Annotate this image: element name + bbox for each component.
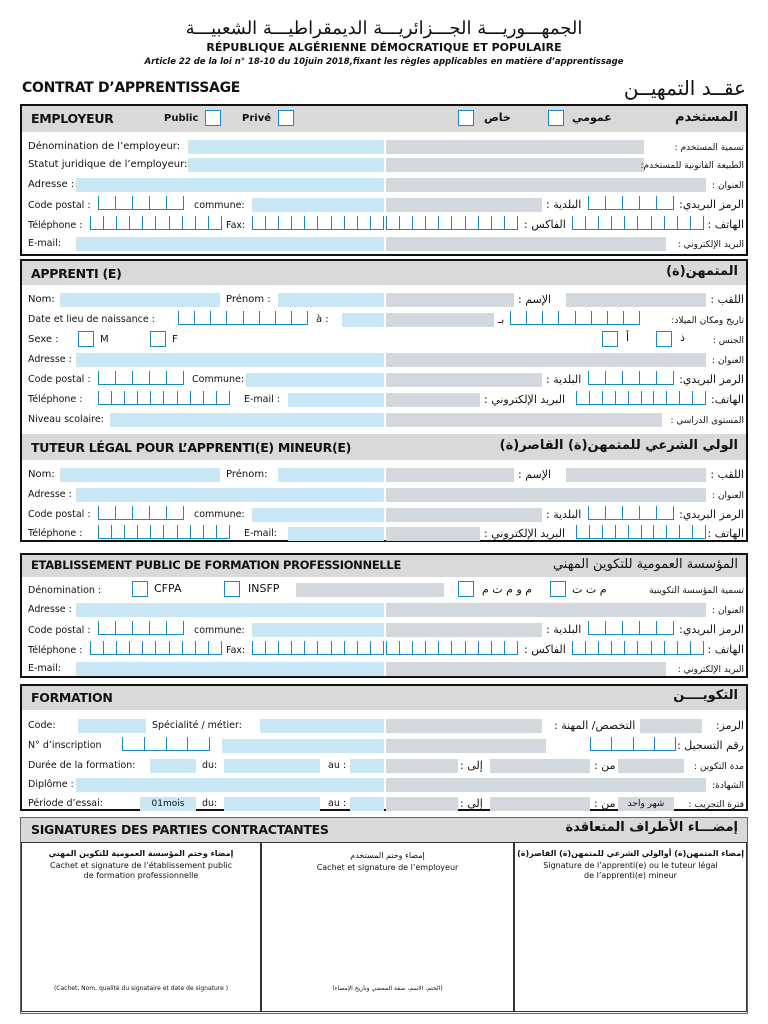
tut-email-field[interactable]: [288, 527, 384, 541]
etab-email-field[interactable]: [76, 662, 384, 676]
etab-email-ar-field[interactable]: [386, 662, 666, 676]
tut-email-label: E-mail:: [244, 528, 277, 539]
form-min-field[interactable]: [490, 759, 590, 773]
app-sexe-f-checkbox[interactable]: [150, 331, 166, 347]
form-du-field[interactable]: [224, 759, 320, 773]
app-email-field[interactable]: [288, 393, 384, 407]
app-a-label: à :: [316, 314, 329, 325]
emp-ramz-boxes[interactable]: [588, 196, 674, 210]
app-niveau-label: Niveau scolaire:: [28, 414, 104, 425]
tut-email-ar-field[interactable]: [386, 527, 480, 541]
app-niveau-ar-label: المستوى الدراسي :: [670, 416, 744, 426]
sig-col2-fr: Cachet et signature de l’employeur: [316, 863, 459, 872]
app-dhakar-label: ذ: [680, 331, 685, 344]
tut-commune-field[interactable]: [252, 508, 384, 522]
insfp-label: INSFP: [248, 582, 280, 595]
app-milad-boxes[interactable]: [510, 311, 640, 325]
form-essai-field[interactable]: 01mois: [140, 797, 196, 811]
app-commune-label: Commune:: [192, 374, 245, 385]
emp-commune-label: commune:: [194, 200, 245, 211]
khas-label: خاص: [484, 111, 511, 124]
form-au2-label: au :: [328, 798, 347, 809]
form-du2-label: du:: [202, 798, 218, 809]
app-hatif-label: الهاتف:: [711, 393, 744, 406]
form-inscription-label: N° d’inscription: [28, 740, 102, 751]
aumumi-checkbox[interactable]: [548, 110, 564, 126]
app-commune-field[interactable]: [246, 373, 384, 387]
etab-denom-label: Dénomination :: [28, 585, 102, 596]
tut-ramz-label: الرمز البريدي:: [679, 508, 744, 521]
etab-adresse-field[interactable]: [76, 603, 384, 617]
app-prenom-field[interactable]: [278, 293, 384, 307]
tut-commune-label: commune:: [194, 509, 245, 520]
emp-email-field[interactable]: [76, 237, 384, 251]
emp-adresse-label: Adresse :: [28, 179, 75, 190]
etab-cp-label: Code postal :: [28, 625, 91, 636]
form-diplome-ar-label: الشهادة:: [712, 781, 744, 791]
etab-title-fr: ETABLISSEMENT PUBLIC DE FORMATION PROFESSIONNELLE: [31, 558, 402, 572]
form-du-label: du:: [202, 760, 218, 771]
prive-checkbox[interactable]: [278, 110, 294, 126]
header-article: Article 22 de la loi n° 18-10 du 10juin 2018,fixant les règles applicables en matière d’apprentissage: [144, 57, 624, 67]
etab-fax-boxes[interactable]: [252, 641, 384, 655]
form-au2-field[interactable]: [350, 797, 384, 811]
tut-adresse-label: Adresse :: [28, 489, 72, 500]
band-employeur: [22, 106, 746, 132]
form-min2-label: من :: [594, 797, 616, 810]
etab-fax-ar-label: الفاكس :: [524, 643, 566, 656]
emp-hatif-boxes[interactable]: [572, 216, 704, 230]
etab-email-label: E-mail:: [28, 663, 61, 674]
app-laqab-label: اللقب :: [710, 293, 744, 306]
band-formation: [22, 686, 746, 710]
emp-email-label: E-mail:: [28, 238, 61, 249]
app-nom-label: Nom:: [28, 294, 55, 305]
emp-statut-ar-label: الطبيعة القانونية للمستخدم:: [640, 161, 744, 171]
app-nom-field[interactable]: [60, 293, 220, 307]
app-cp-boxes[interactable]: [98, 371, 184, 385]
form-au-field[interactable]: [350, 759, 384, 773]
etab-ramz-label: الرمز البريدي:: [679, 623, 744, 636]
app-prenom-label: Prénom :: [226, 294, 271, 305]
public-label: Public: [164, 113, 199, 124]
tut-nom-field[interactable]: [60, 468, 220, 482]
public-checkbox[interactable]: [205, 110, 221, 126]
tut-baladia-label: البلدية :: [546, 508, 582, 521]
app-tel-boxes[interactable]: [98, 391, 230, 405]
app-ism-field[interactable]: [386, 293, 514, 307]
emp-statut-ar-field[interactable]: [386, 158, 644, 172]
emp-adresse-ar-field[interactable]: [386, 178, 706, 192]
etab-adresse-ar-label: العنوان :: [712, 606, 744, 616]
emp-adresse-field[interactable]: [76, 178, 384, 192]
band-apprenti: [22, 261, 746, 285]
doc-title-ar: عقــد التمهيــن: [623, 76, 746, 100]
app-dhakar-checkbox[interactable]: [656, 331, 672, 347]
tut-hatif-label: الهاتف :: [707, 527, 744, 540]
aumumi-label: عمومي: [572, 111, 612, 124]
form-inscription-field[interactable]: [222, 739, 384, 753]
app-email-ar-label: البريد الإلكتروني :: [484, 393, 566, 406]
app-adresse-field[interactable]: [76, 353, 384, 367]
app-ramz-boxes[interactable]: [588, 371, 674, 385]
emp-adresse-ar-label: العنوان :: [712, 181, 744, 191]
etab-fax-ar-boxes[interactable]: [386, 641, 518, 655]
etab-hatif-label: الهاتف :: [707, 643, 744, 656]
app-adresse-ar-field[interactable]: [386, 353, 706, 367]
sig-title-ar: إمضـــاء الأطراف المتعاقدة: [565, 820, 738, 835]
app-sexe-label: Sexe :: [28, 334, 59, 345]
etab-fax-label: Fax:: [226, 645, 246, 656]
form-essai-ar-label: فترة التجريب :: [688, 800, 744, 810]
etab-denom-field[interactable]: [296, 583, 444, 597]
emp-tel-label: Téléphone :: [28, 220, 83, 231]
emp-commune-field[interactable]: [252, 198, 384, 212]
form-takhassus-field[interactable]: [386, 719, 542, 733]
tut-nom-label: Nom:: [28, 469, 55, 480]
sig-col1-ar: إمضاء وختم المؤسسة العمومية للتكوين المهني: [48, 849, 234, 858]
app-sexe-m-label: M: [100, 334, 109, 345]
insfp-checkbox[interactable]: [224, 581, 240, 597]
form-diplome-field[interactable]: [76, 778, 384, 792]
form-du2-field[interactable]: [224, 797, 320, 811]
app-untha-checkbox[interactable]: [602, 331, 618, 347]
app-untha-label: أ: [626, 331, 630, 344]
emp-hatif-label: الهاتف :: [707, 218, 744, 231]
header-fr-title: RÉPUBLIQUE ALGÉRIENNE DÉMOCRATIQUE ET POPULAIRE: [206, 41, 562, 54]
app-naissance-ar-label: تاريخ ومكان الميلاد:: [671, 316, 744, 326]
form-tasjil-boxes[interactable]: [590, 737, 676, 751]
tut-email-ar-label: البريد الإلكتروني :: [484, 527, 566, 540]
form-mudda-field[interactable]: [618, 759, 684, 773]
employeur-title-fr: EMPLOYEUR: [31, 111, 114, 126]
emp-denomination-ar-field[interactable]: [386, 140, 644, 154]
sig-title-fr: SIGNATURES DES PARTIES CONTRACTANTES: [31, 822, 329, 837]
form-code-field[interactable]: [78, 719, 146, 733]
app-sexe-f-label: F: [172, 334, 178, 345]
app-adresse-ar-label: العنوان :: [712, 356, 744, 366]
tut-laqab-label: اللقب :: [710, 468, 744, 481]
app-niveau-ar-field[interactable]: [386, 413, 662, 427]
etab-commune-field[interactable]: [252, 623, 384, 637]
app-bi-label: بـ: [498, 313, 505, 326]
cfpa-label: CFPA: [154, 582, 182, 595]
header-ar-title: الجمهـــوريـــة الجـــزائريـــة الديمقراطيـــة الشعبيـــة: [185, 18, 583, 39]
form-ramz-label: الرمز:: [715, 719, 744, 732]
tut-hatif-boxes[interactable]: [576, 525, 706, 539]
etab-adresse-ar-field[interactable]: [386, 603, 706, 617]
etab-tel-boxes[interactable]: [90, 641, 222, 655]
app-baladia-field[interactable]: [386, 373, 542, 387]
form-au-label: au :: [328, 760, 347, 771]
form-takhassus-label: التخصص/ المهنة :: [554, 719, 636, 732]
apprenti-title-ar: المتمهن(ة): [666, 264, 738, 279]
form-inscription-ar-field[interactable]: [386, 739, 546, 753]
app-jins-label: الجنس :: [712, 336, 744, 346]
emp-fax-label: Fax:: [226, 220, 246, 231]
emp-denomination-field[interactable]: [188, 140, 384, 154]
sig-note-ar: (الختم، الاسم، صفة الممضي وتاريخ الإمضاء): [332, 985, 443, 992]
app-cp-label: Code postal :: [28, 374, 91, 385]
form-specialite-field[interactable]: [260, 719, 384, 733]
tut-ism-label: الإسم :: [518, 468, 552, 481]
sig-col1-fr2: de formation professionnelle: [83, 871, 199, 880]
sig-col3-ar: إمضاء المتمهن(ة) أوالولي الشرعي للمتمهن(ة) القاصر(ة): [517, 849, 744, 858]
form-ila2-label: إلى :: [460, 797, 483, 810]
sig-col3-fr1: Signature de l’apprenti(e) ou le tuteur légal: [543, 861, 718, 870]
cfpa-checkbox[interactable]: [132, 581, 148, 597]
form-min-label: من :: [594, 759, 616, 772]
tut-cp-boxes[interactable]: [98, 506, 184, 520]
etab-baladia-label: البلدية :: [546, 623, 582, 636]
sig-col-apprenti[interactable]: [514, 842, 747, 1012]
formation-title-fr: FORMATION: [31, 690, 113, 705]
app-ism-label: الإسم :: [518, 293, 552, 306]
emp-statut-label: Statut juridique de l’employeur:: [28, 159, 188, 170]
form-ramz-field[interactable]: [640, 719, 702, 733]
form-mudda-label: مدة التكوين :: [694, 762, 744, 772]
form-ila2-field[interactable]: [386, 797, 458, 811]
form-inscription-ar-label: رقم التسجيل :: [677, 739, 744, 752]
app-naissance-boxes[interactable]: [178, 311, 308, 325]
form-diplome-ar-field[interactable]: [386, 778, 706, 792]
tut-laqab-field[interactable]: [566, 468, 706, 482]
emp-statut-field[interactable]: [188, 158, 384, 172]
etab-baladia-field[interactable]: [386, 623, 542, 637]
tut-cp-label: Code postal :: [28, 509, 91, 520]
mwmtm-checkbox[interactable]: [458, 581, 474, 597]
form-duree-label: Durée de la formation:: [28, 760, 136, 771]
app-bi-field[interactable]: [386, 313, 494, 327]
emp-cp-boxes[interactable]: [98, 196, 184, 210]
etab-tel-label: Téléphone :: [28, 645, 83, 656]
form-diplome-label: Diplôme :: [28, 779, 74, 790]
emp-fax-ar-boxes[interactable]: [386, 216, 518, 230]
tut-ramz-boxes[interactable]: [588, 506, 674, 520]
tut-ism-field[interactable]: [386, 468, 514, 482]
emp-fax-boxes[interactable]: [252, 216, 384, 230]
sig-col1-fr1: Cachet et signature de l’établissement public: [50, 861, 232, 870]
app-niveau-field[interactable]: [110, 413, 384, 427]
sig-col-etablissement[interactable]: [21, 842, 261, 1012]
sig-col3-fr2: de l’apprenti(e) mineur: [584, 871, 677, 880]
app-tel-label: Téléphone :: [28, 394, 83, 405]
form-ila-label: إلى :: [460, 759, 483, 772]
etab-email-ar-label: البريد الإلكتروني :: [677, 665, 744, 675]
app-ramz-label: الرمز البريدي:: [679, 373, 744, 386]
sig-col-employeur[interactable]: [261, 842, 514, 1012]
app-baladia-label: البلدية :: [546, 373, 582, 386]
tuteur-title-fr: TUTEUR LÉGAL POUR L’APPRENTI(E) MINEUR(E): [31, 440, 352, 455]
sig-note-fr: (Cachet, Nom, qualité du signataire et date de signature ): [53, 985, 229, 992]
tuteur-title-ar: الولي الشرعي للمتمهن(ة) القاصر(ة): [499, 438, 738, 453]
etab-hatif-boxes[interactable]: [572, 641, 704, 655]
mwmtm-label: م و م ت م: [482, 583, 533, 596]
etab-commune-label: commune:: [194, 625, 245, 636]
app-laqab-field[interactable]: [566, 293, 706, 307]
tut-prenom-field[interactable]: [278, 468, 384, 482]
tut-adresse-field[interactable]: [76, 488, 384, 502]
emp-fax-ar-label: الفاكس :: [524, 218, 566, 231]
emp-baladia-label: البلدية :: [546, 198, 582, 211]
employeur-title-ar: المستخدم: [675, 110, 738, 125]
form-inscription-boxes[interactable]: [122, 737, 210, 751]
tut-tel-boxes[interactable]: [98, 525, 230, 539]
khas-checkbox[interactable]: [458, 110, 474, 126]
emp-ramz-label: الرمز البريدي:: [679, 198, 744, 211]
emp-email-ar-field[interactable]: [386, 237, 666, 251]
app-hatif-boxes[interactable]: [576, 391, 706, 405]
mtt-label: م ت ت: [572, 583, 607, 596]
form-duree-field[interactable]: [150, 759, 196, 773]
etab-title-ar: المؤسسة العمومية للتكوين المهني: [552, 557, 738, 572]
apprenti-title-fr: APPRENTI (E): [31, 266, 122, 281]
tut-adresse-ar-field[interactable]: [386, 488, 706, 502]
form-min2-field[interactable]: [490, 797, 590, 811]
app-naissance-label: Date et lieu de naissance :: [28, 314, 155, 325]
form-ila-field[interactable]: [386, 759, 458, 773]
emp-baladia-field[interactable]: [386, 198, 542, 212]
tut-tel-label: Téléphone :: [28, 528, 83, 539]
etab-cp-boxes[interactable]: [98, 621, 184, 635]
tut-prenom-label: Prénom:: [226, 469, 268, 480]
emp-tel-boxes[interactable]: [90, 216, 222, 230]
etab-ramz-boxes[interactable]: [588, 621, 674, 635]
app-email-label: E-mail :: [244, 394, 281, 405]
etab-adresse-label: Adresse :: [28, 604, 72, 615]
form-essai-label: Période d’essai:: [28, 798, 103, 809]
etab-tasmiya-label: تسمية المؤسسة التكوينية: [649, 586, 744, 596]
emp-denomination-label: Dénomination de l’employeur:: [28, 141, 181, 152]
form-essai-ar-field[interactable]: شهر واحد: [618, 797, 674, 811]
prive-label: Privé: [242, 113, 271, 124]
form-code-label: Code:: [28, 720, 56, 731]
app-sexe-m-checkbox[interactable]: [78, 331, 94, 347]
sig-col2-ar: إمضاء وختم المستخدم: [350, 851, 425, 860]
mtt-checkbox[interactable]: [550, 581, 566, 597]
form-specialite-label: Spécialité / métier:: [152, 720, 242, 731]
doc-title-fr: CONTRAT D’APPRENTISSAGE: [22, 80, 241, 96]
formation-title-ar: التكويــــن: [673, 688, 738, 703]
app-email-ar-field[interactable]: [386, 393, 480, 407]
emp-cp-label: Code postal :: [28, 200, 91, 211]
tut-baladia-field[interactable]: [386, 508, 542, 522]
app-adresse-label: Adresse :: [28, 354, 72, 365]
emp-denomination-ar-label: تسمية المستخدم :: [674, 143, 744, 153]
app-lieu-field[interactable]: [342, 313, 384, 327]
emp-email-ar-label: البريد الإلكتروني :: [677, 240, 744, 250]
tut-adresse-ar-label: العنوان :: [712, 491, 744, 501]
